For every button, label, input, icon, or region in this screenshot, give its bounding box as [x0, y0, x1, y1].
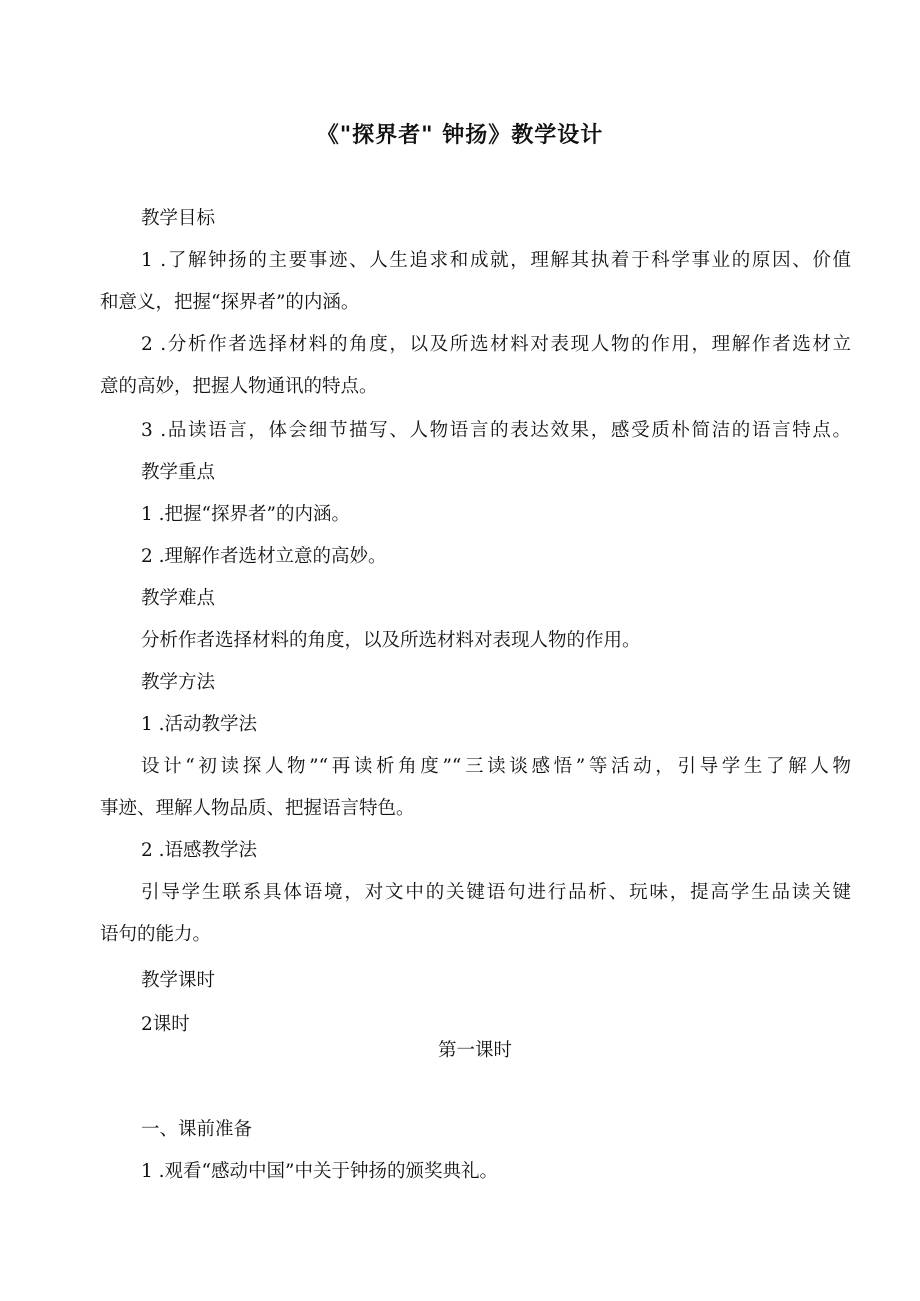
methods-heading: 教学方法	[141, 672, 216, 693]
periods-value: 2课时	[141, 1014, 190, 1035]
difficulties-text: 分析作者选择材料的角度，以及所选材料对表现人物的作用。	[141, 630, 641, 651]
key-point-2: 2 .理解作者选材立意的高妙。	[141, 546, 387, 567]
method-2-line-2: 语句的能力。	[100, 924, 212, 945]
lesson-1-item-1: 1 .观看“感动中国”中关于钟扬的颁奖典礼。	[141, 1161, 498, 1182]
method-2-title: 2 .语感教学法	[141, 840, 258, 861]
method-2-line-1: 引导学生联系具体语境，对文中的关键语句进行品析、玩味，提高学生品读关键	[141, 882, 851, 903]
difficulties-heading: 教学难点	[141, 588, 216, 609]
objective-1-line-1: 1 .了解钟扬的主要事迹、人生追求和成就，理解其执着于科学事业的原因、价值	[141, 250, 851, 271]
objectives-heading: 教学目标	[141, 208, 216, 229]
periods-heading: 教学课时	[141, 970, 216, 991]
method-1-line-1: 设计“初读探人物”“再读析角度”“三读谈感悟”等活动，引导学生了解人物	[141, 756, 851, 777]
objective-3: 3 .品读语言，体会细节描写、人物语言的表达效果，感受质朴简洁的语言特点。	[141, 420, 851, 441]
method-1-title: 1 .活动教学法	[141, 714, 258, 735]
lesson-1-section-1: 一、课前准备	[141, 1119, 253, 1140]
page-title: 《"探界者" 钟扬》教学设计	[316, 123, 604, 148]
lesson-1-heading: 第一课时	[437, 1040, 512, 1061]
objective-2-line-2: 意的高妙，把握人物通讯的特点。	[100, 376, 378, 397]
key-point-1: 1 .把握“探界者”的内涵。	[141, 504, 350, 525]
key-points-heading: 教学重点	[141, 462, 216, 483]
objective-2-line-1: 2 .分析作者选择材料的角度，以及所选材料对表现人物的作用，理解作者选材立	[141, 334, 851, 355]
method-1-line-2: 事迹、理解人物品质、把握语言特色。	[100, 798, 415, 819]
objective-1-line-2: 和意义，把握“探界者”的内涵。	[100, 292, 360, 313]
